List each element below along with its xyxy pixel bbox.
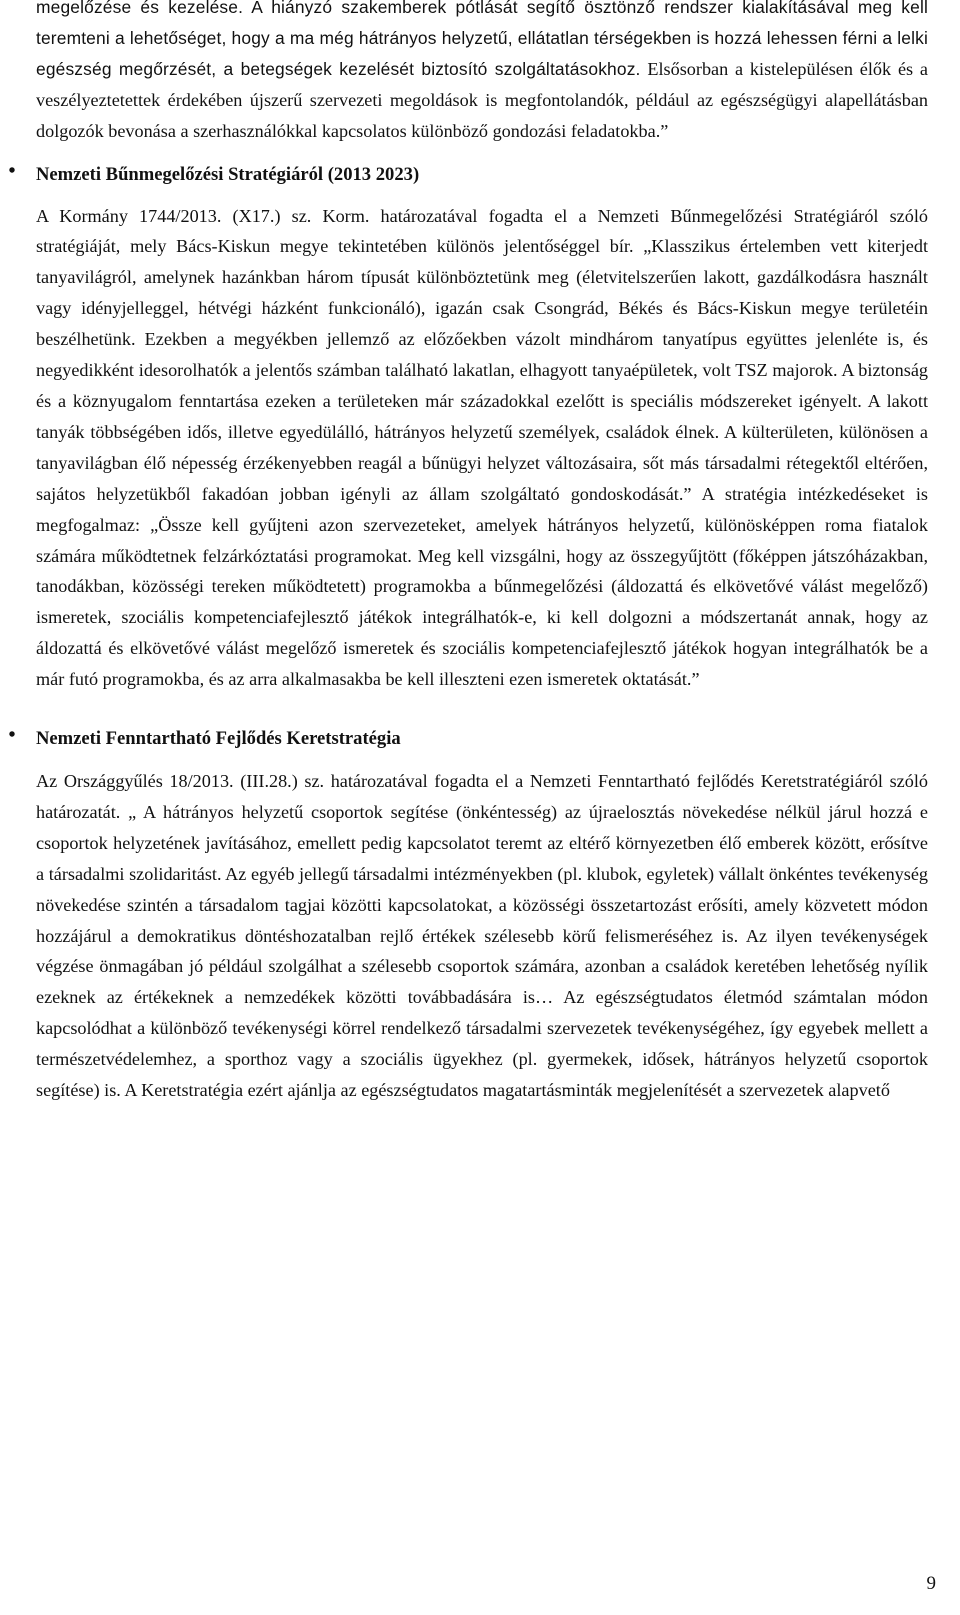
intro-text-part2: Elsősorban a kistelepülésen élők és a veszélyeztetettek érdekében újszerű szervezeti megoldások is megfontolandók, például az egészségügyi alapellátásban dolgozók bevonása a szerhasználókkal kapcsolatos különböző gondozási feladatokba.” <box>36 58 928 141</box>
bullet-icon: • <box>8 159 16 182</box>
page-number: 9 <box>926 1573 936 1594</box>
intro-text-part1: megelőzése és kezelése. A hiányzó szakemberek pótlását segítő ösztönző rendszer kialakításával meg kell teremteni a lehetőséget, hogy a ma még hátrányos helyzetű, ellátatlan térségekben is hozzá lehessen férni a lelki egészség megőrzését, a betegségek kezelését biztosító szolgáltatásokhoz. <box>36 0 928 79</box>
document-page <box>8 0 928 1106</box>
section-heading <box>8 724 928 753</box>
section-body: A Kormány 1744/2013. (X17.) sz. Korm. határozatával fogadta el a Nemzeti Bűnmegelőzési Stratégiáról szóló stratégiáját, mely Bács-Kiskun megye tekintetében különös jelentőséggel bír. „Klasszikus értelemben vett kiterjedt tanyavilágról, amelynek hazánkban három típusát különböztetünk meg (életvitelszerűen lakott, gazdálkodásra használt vagy idényjelleggel, hétvégi házként funkcionáló), igazán csak Csongrád, Békés és Bács-Kiskun megye területéin beszélhetünk. Ezekben a megyékben jellemző az előzőekben vázolt mindhárom tanyatípus együttes jelenléte is, és negyedikként idesorolhatók a jelentős számban található lakatlan, elhagyott tanyaépületek, volt TSZ majorok. A biztonság és a köznyugalom fenntartása ezeken a területeken már századokkal ezelőtt is speciális módszereket igényelt. A lakott tanyák többségében idős, illetve egyedülálló, hátrányos helyzetű személyek, családok élnek. A külterületen, különösen a tanyavilágban élő népesség érzékenyebben reagál a bűnügyi helyzet változásaira, sőt más társadalmi rétegektől eltérően, sajátos helyzetükből fakadóan jobban igényli az állam szolgáltató gondoskodását.” A stratégia intézkedéseket is megfogalmaz: „Össze kell gyűjteni azon szervezeteket, amelyek hátrányos helyzetű, különösképpen roma fiatalok számára működtetnek felzárkóztatási programokat. Meg kell vizsgálni, hogy az összegyűjtött (főképpen játszóházakban, tanodákban, közösségi tereken működtetett) programokba a bűnmegelőzési (áldozattá és elkövetővé válást megelőző) ismeretek, szociális kompetenciafejlesztő játékok integrálhatók-e, ki kell dolgozni a módszertanát annak, hogy az áldozattá és elkövetővé válást megelőző ismeretek és szociális kompetenciafejlesztő játékok hogyan integrálhatók be a már futó programokba, és az arra alkalmasakba be kell illeszteni ezen ismeretek oktatását.” <box>36 205 928 690</box>
section-title: Nemzeti Fenntartható Fejlődés Keretstratégia <box>36 728 401 750</box>
intro-paragraph <box>36 0 928 147</box>
section-body: Az Országgyűlés 18/2013. (III.28.) sz. határozatával fogadta el a Nemzeti Fenntartható fejlődés Keretstratégiáról szóló határozatát. „ A hátrányos helyzetű csoportok segítése (önkéntesség) az újraelosztás növekedése nélkül járul hozzá e csoportok helyzetének javításához, emellett pedig kapcsolatot teremt az eltérő környezetben élő emberek között, erősítve a társadalmi szolidaritást. Az egyéb jellegű társadalmi intézményekben (pl. klubok, egyletek) vállalt önkéntes tevékenység növekedése szintén a társadalom tagjai közötti kapcsolatokat, a közösségi összetartozást erősíti, amely közvetett módon hozzájárul a demokratikus döntéshozatalban rejlő értékek szélesebb körű felismeréséhez is. Az ilyen tevékenységek végzése önmagában jó például szolgálhat a szélesebb csoportok számára, azonban a családok keretében lehetőség nyílik ezeknek az értékeknek a nemzedékek közötti továbbadására is… Az egészségtudatos életmód számtalan módon kapcsolódhat a különböző tevékenységi körrel rendelkező társadalmi szervezetek tevékenységéhez, így egyebek mellett a természetvédelemhez, a sporthoz vagy a szociális ügyekhez (pl. gyermekek, idősek, hátrányos helyzetű csoportok segítése) is. A Keretstratégia ezért ajánlja az egészségtudatos magatartásminták megjelenítését a szervezetek alapvető <box>36 771 928 1101</box>
bullet-icon: • <box>8 724 16 747</box>
section-title: Nemzeti Bűnmegelőzési Stratégiáról (2013 2023) <box>36 163 420 185</box>
section-fenntarthato-fejlodes <box>8 724 928 1106</box>
section-heading <box>8 159 928 189</box>
section-bunmegelozesi-strategia <box>8 159 928 696</box>
